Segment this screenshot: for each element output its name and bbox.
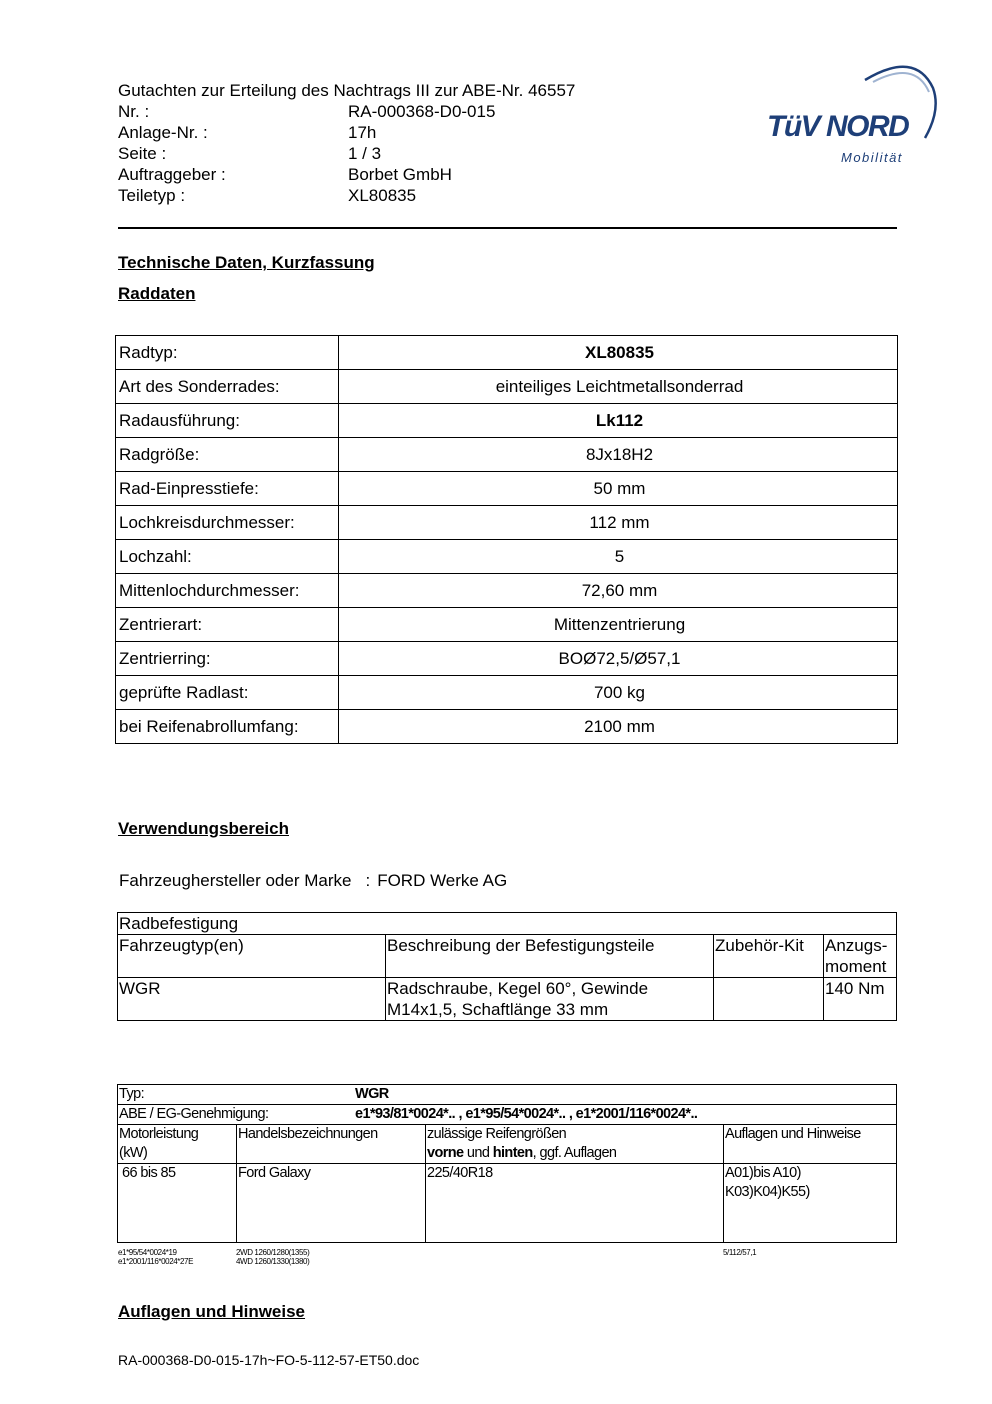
- befestigung-row-kit: [714, 978, 824, 1021]
- radbefestigung-table: [117, 912, 897, 1021]
- raddaten-label: Lochkreisdurchmesser:: [116, 506, 339, 540]
- raddaten-row: [116, 506, 898, 540]
- befestigung-header-kit: Zubehör-Kit: [714, 935, 824, 978]
- abe-row: [118, 1105, 897, 1125]
- note-weights-1: 2WD 1260/1280(1355): [236, 1248, 310, 1257]
- note-bolt-pattern: 5/112/57,1: [723, 1248, 757, 1257]
- raddaten-value: 700 kg: [339, 676, 898, 710]
- typ-row: [118, 1085, 897, 1105]
- typ-label: Typ:: [119, 1086, 144, 1102]
- typ-row-kw: 66 bis 85: [118, 1164, 237, 1243]
- header-value: RA-000368-D0-015: [348, 102, 496, 121]
- raddaten-value: XL80835: [339, 336, 898, 370]
- beschreibung-line-1: Radschraube, Kegel 60°, Gewinde: [387, 979, 649, 998]
- header-row-anlage: [118, 122, 376, 143]
- raddaten-row: [116, 472, 898, 506]
- reifen-und: und: [463, 1145, 493, 1161]
- typ-row-auflagen: [724, 1164, 897, 1243]
- logo-brand: TüV NORD: [767, 110, 909, 143]
- moment-line-2: moment: [825, 957, 887, 976]
- raddaten-label: Radtyp:: [116, 336, 339, 370]
- befestigung-row-beschreibung: [386, 978, 714, 1021]
- reifen-rest: , ggf. Auflagen: [532, 1145, 617, 1161]
- reifen-vorne: vorne: [427, 1145, 464, 1161]
- header-value: 1 / 3: [348, 144, 382, 163]
- raddaten-value: 112 mm: [339, 506, 898, 540]
- raddaten-value: Lk112: [339, 404, 898, 438]
- header-row-nr: [118, 101, 495, 122]
- raddaten-label: Lochzahl:: [116, 540, 339, 574]
- raddaten-row: [116, 676, 898, 710]
- header-label: Nr. :: [118, 102, 150, 121]
- raddaten-row: [116, 336, 898, 370]
- befestigung-title: Radbefestigung: [118, 913, 897, 935]
- raddaten-value: 72,60 mm: [339, 574, 898, 608]
- raddaten-row: [116, 438, 898, 472]
- raddaten-row: [116, 540, 898, 574]
- moment-line-1: Anzugs-: [825, 936, 888, 955]
- raddaten-label: Zentrierring:: [116, 642, 339, 676]
- raddaten-label: Radausführung:: [116, 404, 339, 438]
- reifen-hinten: hinten: [492, 1145, 533, 1161]
- raddaten-label: Rad-Einpresstiefe:: [116, 472, 339, 506]
- raddaten-row: [116, 710, 898, 744]
- heading-auflagen: Auflagen und Hinweise: [118, 1302, 306, 1321]
- raddaten-value: 50 mm: [339, 472, 898, 506]
- raddaten-label: geprüfte Radlast:: [116, 676, 339, 710]
- raddaten-row: [116, 370, 898, 404]
- raddaten-value: einteiliges Leichtmetallsonderrad: [339, 370, 898, 404]
- befestigung-header-moment: [824, 935, 897, 978]
- typ-table: [117, 1084, 897, 1243]
- note-approval-2: e1*2001/116*0024*27E: [118, 1257, 194, 1266]
- logo-subtitle: Mobilität: [841, 150, 903, 165]
- document-title: Gutachten zur Erteilung des Nachtrags III zur ABE-Nr. 46557: [118, 81, 576, 100]
- abe-label: ABE / EG-Genehmigung:: [119, 1106, 269, 1122]
- note-weights-2: 4WD 1260/1330(1380): [236, 1257, 310, 1266]
- raddaten-row: [116, 404, 898, 438]
- tuev-nord-logo: [765, 58, 943, 170]
- raddaten-label: Mittenlochdurchmesser:: [116, 574, 339, 608]
- header-row-auftraggeber: [118, 164, 452, 185]
- befestigung-row-moment: 140 Nm: [824, 978, 897, 1021]
- manufacturer-label: Fahrzeughersteller oder Marke: [119, 871, 352, 890]
- header-row-seite: [118, 143, 381, 164]
- raddaten-value: 8Jx18H2: [339, 438, 898, 472]
- typ-header-kw: [118, 1125, 237, 1164]
- typ-row-tyre: 225/40R18: [426, 1164, 724, 1243]
- manufacturer-separator: :: [365, 871, 371, 890]
- note-approval-1: e1*95/54*0024*19: [118, 1248, 177, 1257]
- kw-line-1: Motorleistung: [119, 1126, 199, 1142]
- header-label: Teiletyp :: [118, 186, 186, 205]
- raddaten-value: BOØ72,5/Ø57,1: [339, 642, 898, 676]
- heading-verwendungsbereich: Verwendungsbereich: [118, 819, 289, 838]
- header-label: Seite :: [118, 144, 167, 163]
- typ-value: WGR: [355, 1086, 389, 1102]
- typ-header-auflagen: Auflagen und Hinweise: [724, 1125, 897, 1164]
- typ-header-handelsbezeichnung: Handelsbezeichnungen: [237, 1125, 426, 1164]
- raddaten-label: Radgröße:: [116, 438, 339, 472]
- auflagen-line-1: A01)bis A10): [725, 1165, 801, 1181]
- header-divider: [118, 227, 897, 229]
- raddaten-label: bei Reifenabrollumfang:: [116, 710, 339, 744]
- raddaten-value: 2100 mm: [339, 710, 898, 744]
- manufacturer-value: FORD Werke AG: [377, 871, 508, 890]
- note-weights: [236, 1248, 309, 1266]
- manufacturer-line: [119, 871, 507, 891]
- heading-raddaten: Raddaten: [118, 284, 196, 303]
- kw-line-2: (kW): [119, 1145, 148, 1161]
- raddaten-label: Art des Sonderrades:: [116, 370, 339, 404]
- raddaten-row: [116, 642, 898, 676]
- auflagen-line-2: K03)K04)K55): [725, 1184, 810, 1200]
- befestigung-row-typ: WGR: [118, 978, 386, 1021]
- raddaten-row: [116, 608, 898, 642]
- befestigung-header-beschreibung: Beschreibung der Befestigungsteile: [386, 935, 714, 978]
- befestigung-header-typ: Fahrzeugtyp(en): [118, 935, 386, 978]
- header-row-teiletyp: [118, 185, 416, 206]
- header-value: 17h: [348, 123, 377, 142]
- beschreibung-line-2: M14x1,5, Schaftlänge 33 mm: [387, 1000, 609, 1019]
- footer-filename: RA-000368-D0-015-17h~FO-5-112-57-ET50.doc: [118, 1352, 420, 1368]
- typ-header-reifen: [426, 1125, 724, 1164]
- header-value: XL80835: [348, 186, 417, 205]
- raddaten-row: [116, 574, 898, 608]
- heading-technische-daten: Technische Daten, Kurzfassung: [118, 253, 375, 272]
- raddaten-label: Zentrierart:: [116, 608, 339, 642]
- typ-row-name: Ford Galaxy: [237, 1164, 426, 1243]
- abe-value: e1*93/81*0024*.. , e1*95/54*0024*.. , e1*2001/116*0024*..: [355, 1106, 698, 1122]
- reifen-line-1: zulässige Reifengrößen: [427, 1126, 567, 1142]
- raddaten-value: 5: [339, 540, 898, 574]
- note-approval: [118, 1248, 193, 1266]
- raddaten-value: Mittenzentrierung: [339, 608, 898, 642]
- header-value: Borbet GmbH: [348, 165, 452, 184]
- header-label: Anlage-Nr. :: [118, 123, 208, 142]
- raddaten-table: [115, 335, 898, 744]
- header-label: Auftraggeber :: [118, 165, 226, 184]
